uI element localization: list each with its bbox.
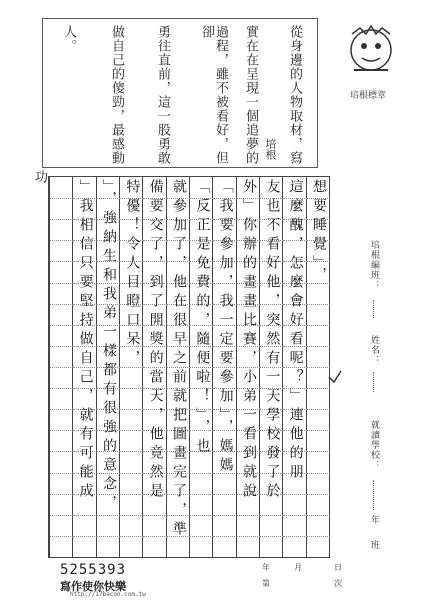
class-line — [373, 300, 374, 318]
grid-cell-divider — [283, 536, 306, 537]
grid-cell-divider — [190, 494, 213, 495]
grid-cell-divider — [190, 536, 213, 537]
grid-column — [119, 177, 143, 557]
grid-column — [259, 177, 283, 557]
grid-cell-divider — [50, 325, 73, 326]
year-label: 年 — [369, 515, 379, 525]
school-label: 就讀學校： — [369, 420, 379, 470]
grid-column — [212, 177, 236, 557]
grid-cell-divider — [307, 515, 330, 516]
grid-cell-divider — [120, 494, 143, 495]
grid-cell-divider — [213, 494, 236, 495]
grid-cell-divider — [50, 240, 73, 241]
grid-column — [189, 177, 213, 557]
grid-cell-divider — [50, 515, 73, 516]
grid-cell-divider — [213, 515, 236, 516]
grid-cell-divider — [50, 536, 73, 537]
date-day: 日 — [334, 563, 342, 572]
grid-cell-divider — [50, 219, 73, 220]
class-label: 培根編班： — [369, 240, 379, 290]
essay-line: 特優！令人目瞪口呆， — [124, 179, 141, 369]
essay-line: 」我相信只要堅持做自己，就有可能成 — [77, 179, 94, 502]
seal-label: 培根標章 — [350, 91, 387, 101]
grid-cell-divider — [283, 494, 306, 495]
essay-line: 「我要參加，我一定要參加」，媽媽 — [217, 179, 234, 476]
grid-cell-divider — [260, 536, 283, 537]
grid-cell-divider — [120, 388, 143, 389]
comment-line: 勇往直前，這一股勇敢 — [155, 25, 170, 165]
teacher-signature: 培根 — [264, 138, 277, 160]
name-label: 姓名： — [369, 335, 379, 365]
comment-line: 從身邊的人物取材，寫 — [287, 25, 302, 165]
grid-cell-divider — [260, 515, 283, 516]
grid-cell-divider — [50, 494, 73, 495]
footer-brand: 寫作使你快樂 — [60, 580, 126, 593]
bacon-seal-icon — [340, 20, 402, 78]
grid-cell-divider — [50, 261, 73, 262]
grid-cell-divider — [213, 536, 236, 537]
grid-cell-divider — [307, 494, 330, 495]
barcode-number: 5255393 — [60, 562, 127, 578]
grid-cell-divider — [120, 536, 143, 537]
grid-cell-divider — [50, 473, 73, 474]
grid-column — [96, 177, 120, 557]
grid-cell-divider — [307, 430, 330, 431]
grid-cell-divider — [50, 304, 73, 305]
grid-cell-divider — [307, 451, 330, 452]
grid-cell-divider — [283, 515, 306, 516]
grid-cell-divider — [50, 283, 73, 284]
essay-line: 就參加了，他在很早之前就把圖畫完了，準 — [170, 179, 187, 540]
writing-grid — [48, 176, 330, 558]
grid-cell-divider — [120, 409, 143, 410]
grid-cell-divider — [73, 515, 96, 516]
comment-line: 做自己的傻勁，最感動 — [109, 25, 124, 165]
grid-cell-divider — [307, 346, 330, 347]
grid-column — [142, 177, 166, 557]
grid-cell-divider — [120, 430, 143, 431]
date-month: 月 — [294, 563, 302, 572]
grid-column — [282, 177, 306, 557]
grid-cell-divider — [307, 304, 330, 305]
grid-column — [306, 177, 330, 557]
grid-cell-divider — [190, 473, 213, 474]
grid-cell-divider — [143, 536, 166, 537]
grid-cell-divider — [237, 515, 260, 516]
grid-column — [166, 177, 190, 557]
grid-cell-divider — [50, 409, 73, 410]
grid-cell-divider — [120, 473, 143, 474]
essay-line: 友也不看好他，突然有一天學校發了於 — [264, 179, 281, 502]
comment-line: 實在在呈現一個追夢的 — [243, 25, 258, 165]
grid-cell-divider — [120, 451, 143, 452]
date-times: 次 — [334, 579, 342, 588]
grid-cell-divider — [50, 346, 73, 347]
grid-cell-divider — [50, 451, 73, 452]
essay-line: 外」你辦的畫畫比賽，小弟一看到就說 — [240, 179, 257, 502]
grid-cell-divider — [50, 198, 73, 199]
grid-cell-divider — [97, 515, 120, 516]
comment-line: 過程，雖不被看好，但卻 — [199, 25, 228, 165]
grid-cell-divider — [50, 367, 73, 368]
grid-cell-divider — [97, 536, 120, 537]
name-line — [373, 372, 374, 392]
grid-cell-divider — [190, 515, 213, 516]
grid-cell-divider — [50, 388, 73, 389]
check-mark-icon — [326, 368, 344, 386]
side-mark: 功 — [32, 170, 47, 183]
grid-cell-divider — [307, 409, 330, 410]
grid-column — [72, 177, 96, 557]
grid-cell-divider — [50, 430, 73, 431]
grid-column — [236, 177, 260, 557]
grid-cell-divider — [143, 515, 166, 516]
school-line — [373, 480, 374, 510]
grid-cell-divider — [120, 515, 143, 516]
essay-line: 」，強納生和我弟一樣都有很強的意念， — [100, 179, 117, 514]
essay-line: 想要睡覺」， — [310, 179, 327, 286]
comment-line: 人。 — [61, 25, 76, 53]
grid-cell-divider — [73, 536, 96, 537]
grid-cell-divider — [237, 536, 260, 537]
grid-cell-divider — [307, 473, 330, 474]
essay-line: 「反正是免費的，隨便啦！」，也 — [194, 179, 211, 457]
essay-line: 備要交了，到了開獎的當天，他竟然是 — [147, 179, 164, 502]
grid-column — [49, 177, 73, 557]
footer-url: http://17bacon.com.tw — [70, 591, 146, 598]
date-year: 年 — [262, 563, 270, 572]
grid-cell-divider — [307, 388, 330, 389]
grid-cell-divider — [307, 325, 330, 326]
grid-cell-divider — [307, 536, 330, 537]
date-number: 第 — [262, 579, 270, 588]
class-unit-label: 班 — [369, 540, 379, 550]
essay-line: 這麼醜，怎麼會好看呢？」連他的朋 — [287, 179, 304, 483]
